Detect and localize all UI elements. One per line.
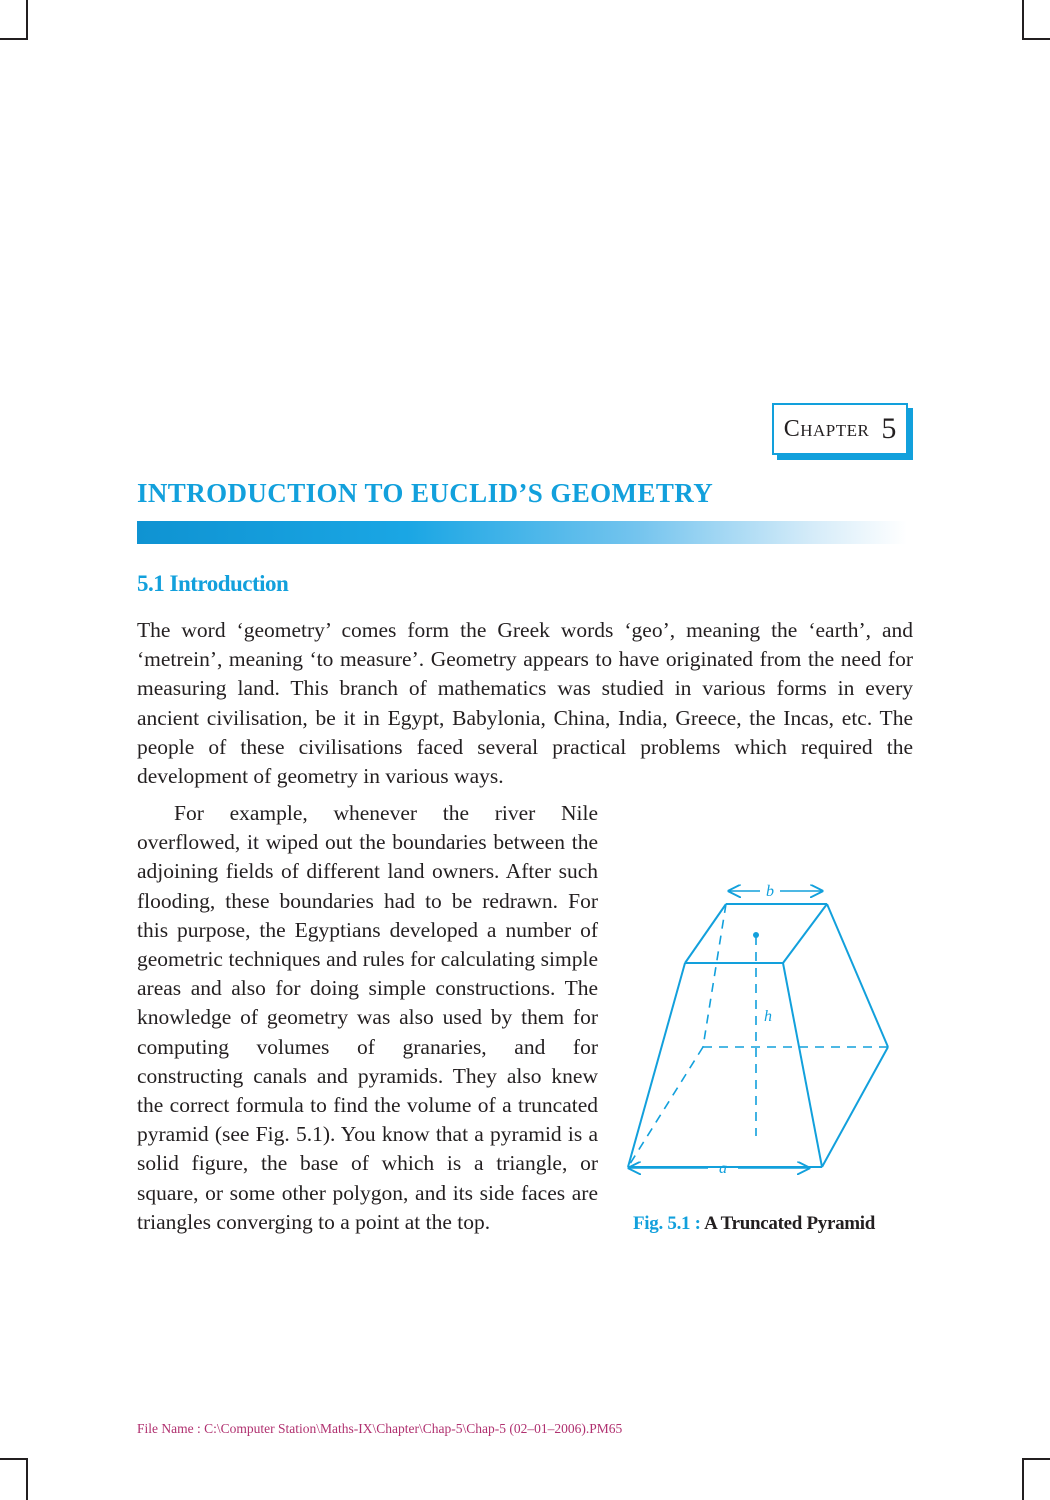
label-h: h: [764, 1008, 772, 1025]
edge: [685, 904, 726, 963]
crop-mark-top-right: [1022, 0, 1024, 40]
edge: [783, 963, 822, 1167]
crop-mark-top-left: [26, 0, 28, 40]
paragraph-1: The word ‘geometry’ comes form the Greek words ‘geo’, meaning the ‘earth’, and ‘metrein’, meaning ‘to measure’. Geometry appears to have originated from the need for measuring land. This branch of mathematics was studied in various forms in every ancient civilisation, be it in Egypt, Babylonia, China, India, Greece, the Incas, etc. The people of these civilisations faced several practical problems which required the development of geometry in various ways.: [137, 618, 913, 789]
crop-mark-bottom-right: [1022, 1458, 1024, 1500]
figure-caption-label: Fig. 5.1 :: [633, 1213, 701, 1234]
crop-mark-top-right: [1022, 38, 1050, 40]
crop-mark-top-left: [0, 38, 28, 40]
truncated-pyramid-diagram: [620, 872, 895, 1182]
crop-mark-bottom-left: [26, 1458, 28, 1500]
edge: [783, 904, 827, 963]
edge: [827, 904, 888, 1047]
figure-caption: [633, 1213, 875, 1235]
title-gradient-bar: [137, 521, 907, 544]
hidden-edge: [628, 1047, 703, 1167]
file-name-footer: File Name : C:\Computer Station\Maths-IX\Chapter\Chap-5\Chap-5 (02–01–2006).PM65: [137, 1421, 623, 1436]
section-heading: 5.1 Introduction: [137, 571, 289, 596]
chapter-number: 5: [881, 412, 897, 445]
chapter-word: Chapter: [783, 415, 870, 442]
figure-caption-text: A Truncated Pyramid: [704, 1213, 876, 1234]
hidden-edge: [703, 904, 726, 1047]
crop-mark-bottom-right: [1022, 1458, 1050, 1460]
chapter-title: INTRODUCTION TO EUCLID’S GEOMETRY: [137, 478, 714, 508]
chapter-badge: [772, 403, 908, 455]
label-b: b: [766, 883, 774, 900]
apex-point: [753, 932, 759, 938]
crop-mark-bottom-left: [0, 1458, 28, 1460]
edge: [628, 963, 685, 1167]
truncated-pyramid-figure: [620, 872, 895, 1182]
edge: [822, 1047, 888, 1167]
paragraph-2: For example, whenever the river Nile overflowed, it wiped out the boundaries between the adjoining fields of different land owners. After such flooding, these boundaries had to be redrawn. For this purpose, the Egyptians developed a number of geometric techniques and rules for calculating simple areas and also for doing simple constructions. The knowledge of geometry was also used by them for computing volumes of granaries, and for constructing canals and pyramids. They also knew the correct formula to find the volume of a truncated pyramid (see Fig. 5.1). You know that a pyramid is a solid figure, the base of which is a triangle, or square, or some other polygon, and its side faces are triangles converging to a point at the top.: [137, 801, 598, 1234]
label-a: a: [719, 1160, 727, 1177]
